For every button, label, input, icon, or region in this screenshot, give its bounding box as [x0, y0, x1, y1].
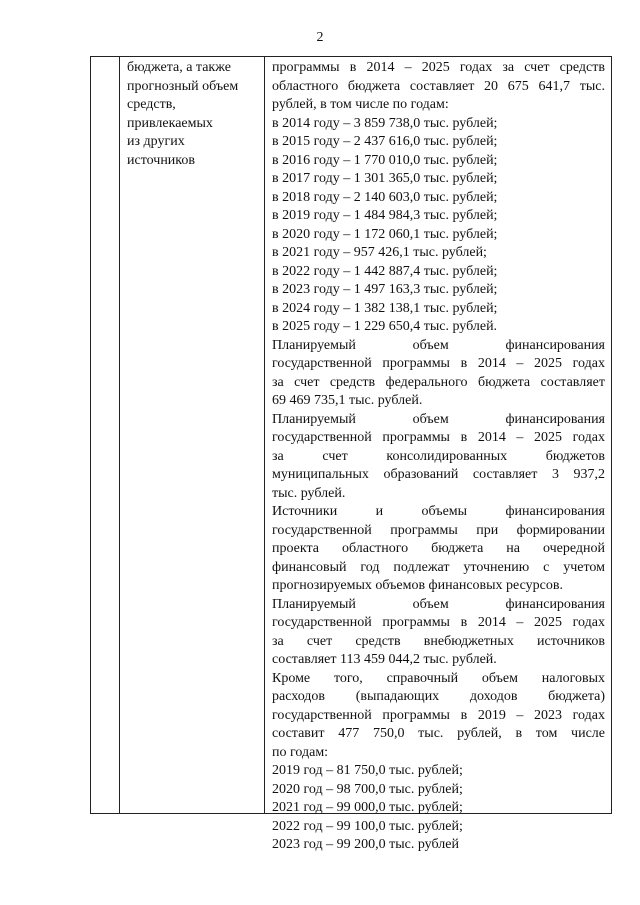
year-line: в 2016 году – 1 770 010,0 тыс. рублей;	[272, 152, 498, 168]
page-number: 2	[316, 30, 324, 45]
year-line: в 2019 году – 1 484 984,3 тыс. рублей;	[272, 208, 498, 223]
text-line: государственной программы при формировании	[272, 522, 605, 538]
tax-year-line: 2020 год – 98 700,0 тыс. рублей;	[272, 781, 463, 797]
text-line: финансовый год подлежат уточнению с учетом	[272, 559, 605, 575]
text-line: государственной программы в 2019 – 2023 годах	[272, 707, 605, 723]
row-label-line: из других	[127, 134, 185, 149]
text-line: Планируемый объем финансирования	[272, 596, 605, 612]
tax-yearly-list	[272, 762, 605, 855]
row-label-line: бюджета, а также	[127, 60, 231, 75]
program-passport-table	[90, 56, 612, 852]
yearly-breakdown-list	[272, 115, 605, 337]
text-line: по годам:	[272, 744, 329, 760]
text-line: программы в 2014 – 2025 годах за счет средств	[272, 60, 605, 75]
text-line: государственной программы в 2014 – 2025 годах	[272, 430, 605, 445]
text-line: Источники и объемы финансирования	[272, 504, 605, 519]
federal-budget-paragraph	[272, 337, 605, 411]
tax-year-line: 2022 год – 99 100,0 тыс. рублей;	[272, 818, 463, 834]
text-line: Планируемый объем финансирования	[272, 337, 605, 353]
text-line: 69 469 735,1 тыс. рублей.	[272, 393, 423, 408]
text-line: прогнозируемых объемов финансовых ресурсов.	[272, 578, 563, 593]
text-line: расходов (выпадающих доходов бюджета)	[272, 689, 605, 704]
column-divider-1	[119, 57, 120, 813]
text-line: составляет 113 459 044,2 тыс. рублей.	[272, 652, 497, 667]
municipal-budget-paragraph	[272, 411, 605, 504]
regional-budget-paragraph	[272, 59, 605, 115]
year-line: в 2014 году – 3 859 738,0 тыс. рублей;	[272, 115, 498, 131]
text-line: рублей, в том числе по годам:	[272, 97, 449, 112]
year-line: в 2020 году – 1 172 060,1 тыс. рублей;	[272, 226, 498, 242]
text-line: областного бюджета составляет 20 675 641,7 тыс.	[272, 78, 605, 94]
text-line: Планируемый объем финансирования	[272, 411, 605, 427]
text-line: Кроме того, справочный объем налоговых	[272, 670, 605, 686]
text-line: за счет консолидированных бюджетов	[272, 448, 605, 464]
year-line: в 2017 году – 1 301 365,0 тыс. рублей;	[272, 171, 498, 186]
year-line: в 2018 году – 2 140 603,0 тыс. рублей;	[272, 189, 498, 205]
tax-year-line: 2021 год – 99 000,0 тыс. рублей;	[272, 800, 463, 815]
year-line: в 2022 году – 1 442 887,4 тыс. рублей;	[272, 263, 498, 279]
text-line: проекта областного бюджета на очередной	[272, 541, 605, 556]
row-label-line: средств,	[127, 97, 176, 112]
tax-expenditure-paragraph	[272, 670, 605, 763]
year-line: в 2024 году – 1 382 138,1 тыс. рублей;	[272, 300, 498, 316]
tax-year-line: 2019 год – 81 750,0 тыс. рублей;	[272, 763, 463, 778]
row-content-cell	[272, 59, 605, 855]
tax-year-line: 2023 год – 99 200,0 тыс. рублей	[272, 837, 459, 852]
text-line: государственной программы в 2014 – 2025 годах	[272, 356, 605, 371]
extrabudgetary-paragraph	[272, 596, 605, 670]
funding-sources-paragraph	[272, 503, 605, 596]
row-label-line: прогнозный объем	[127, 78, 239, 94]
year-line: в 2025 году – 1 229 650,4 тыс. рублей.	[272, 319, 498, 334]
text-line: муниципальных образований составляет 3 937,2	[272, 467, 605, 482]
text-line: составит 477 750,0 тыс. рублей, в том числе	[272, 726, 605, 741]
text-line: тыс. рублей.	[272, 485, 346, 501]
row-label-line: источников	[127, 152, 196, 168]
text-line: за счет средств внебюджетных источников	[272, 633, 605, 649]
year-line: в 2021 году – 957 426,1 тыс. рублей;	[272, 245, 487, 260]
row-label-cell	[127, 59, 257, 170]
text-line: за счет средств федерального бюджета составляет	[272, 374, 605, 390]
text-line: государственной программы в 2014 – 2025 годах	[272, 615, 605, 630]
column-divider-2	[264, 57, 265, 813]
year-line: в 2015 году – 2 437 616,0 тыс. рублей;	[272, 134, 498, 149]
row-label-line: привлекаемых	[127, 115, 213, 131]
year-line: в 2023 году – 1 497 163,3 тыс. рублей;	[272, 282, 498, 297]
